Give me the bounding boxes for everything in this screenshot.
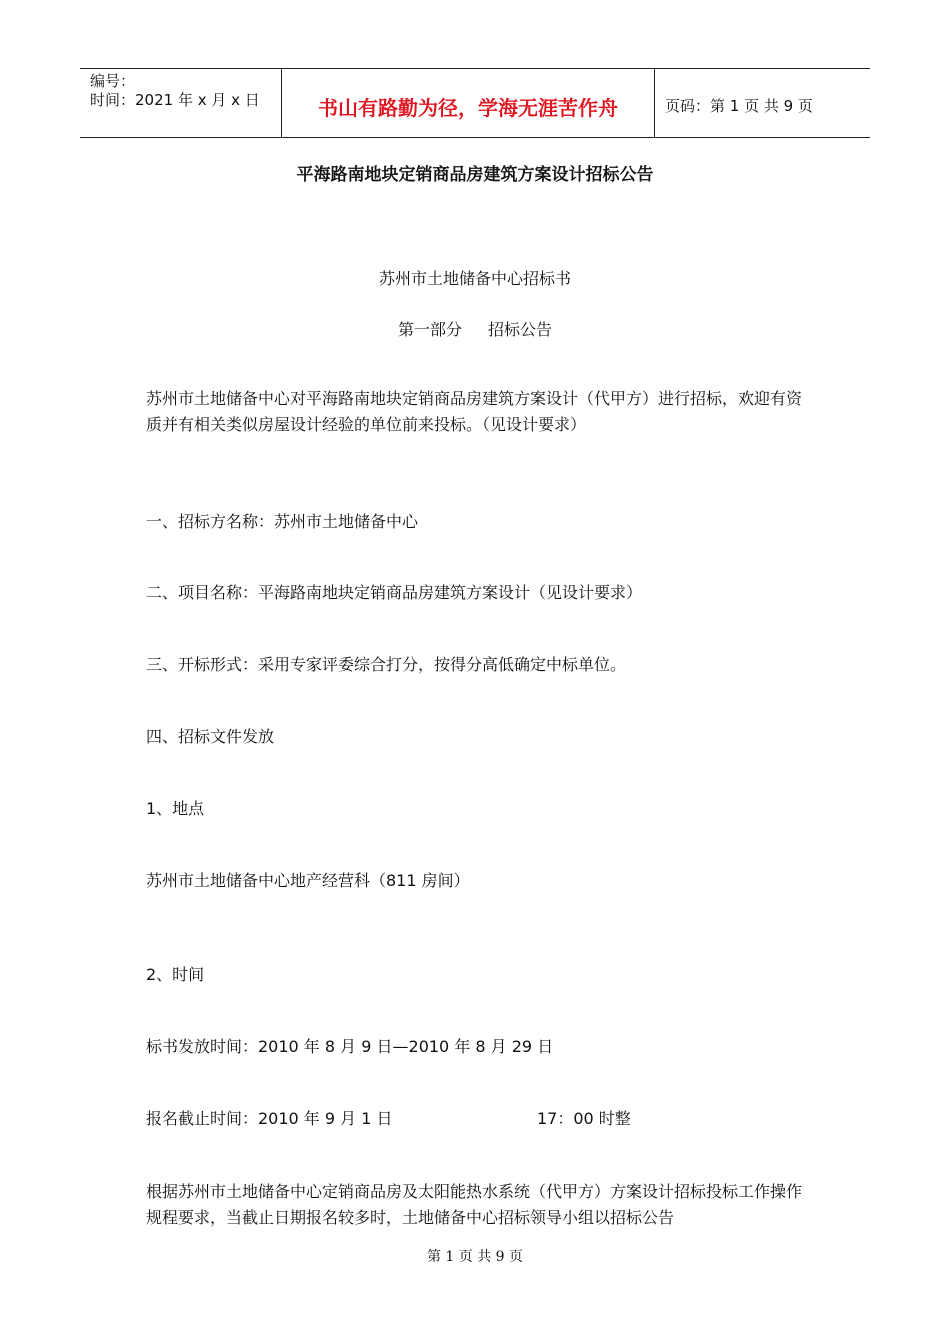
- document-subtitle: 苏州市土地储备中心招标书: [378, 269, 571, 288]
- deadline-date-line: 报名截止时间：2010 年 9 月 1 日: [146, 1109, 393, 1128]
- header-code-label: 编号：: [90, 72, 136, 90]
- page-footer: 第 1 页 共 9 页: [426, 1249, 524, 1265]
- header-page-label: 页码：第 1 页 共 9 页: [665, 96, 813, 115]
- subitem-time-title: 2、时间: [146, 965, 205, 984]
- document-title: 平海路南地块定销商品房建筑方案设计招标公告: [296, 165, 654, 185]
- issue-time-line: 标书发放时间：2010 年 8 月 9 日—2010 年 8 月 29 日: [146, 1037, 554, 1056]
- header-motto: 书山有路勤为径，学海无涯苦作舟: [281, 69, 655, 137]
- item-opening-form: 三、开标形式：采用专家评委综合打分，按得分高低确定中标单位。: [146, 655, 627, 674]
- deadline-time: 17：00 时整: [537, 1109, 631, 1128]
- part-title: 招标公告: [488, 320, 553, 339]
- item-project-name: 二、项目名称：平海路南地块定销商品房建筑方案设计（见设计要求）: [146, 583, 643, 602]
- header-meta: [80, 69, 281, 137]
- item-document-issue: 四、招标文件发放: [146, 727, 275, 746]
- part-heading: [0, 317, 950, 340]
- subitem-location-title: 1、地点: [146, 799, 205, 818]
- closing-paragraph: 根据苏州市土地储备中心定销商品房及太阳能热水系统（代甲方）方案设计招标投标工作操作规程要求，当截止日期报名较多时，土地储备中心招标领导小组以招标公告: [146, 1182, 803, 1227]
- part-label: 第一部分: [397, 320, 462, 339]
- header-time-label: 时间：2021 年 x 月 x 日: [90, 91, 260, 109]
- intro-paragraph: 苏州市土地储备中心对平海路南地块定销商品房建筑方案设计（代甲方）进行招标，欢迎有资质并有相关类似房屋设计经验的单位前来投标。（见设计要求）: [146, 389, 803, 434]
- page-header: [80, 68, 870, 138]
- subitem-location-content: 苏州市土地储备中心地产经营科（811 房间）: [146, 871, 470, 890]
- item-tenderer-name: 一、招标方名称：苏州市土地储备中心: [146, 512, 419, 531]
